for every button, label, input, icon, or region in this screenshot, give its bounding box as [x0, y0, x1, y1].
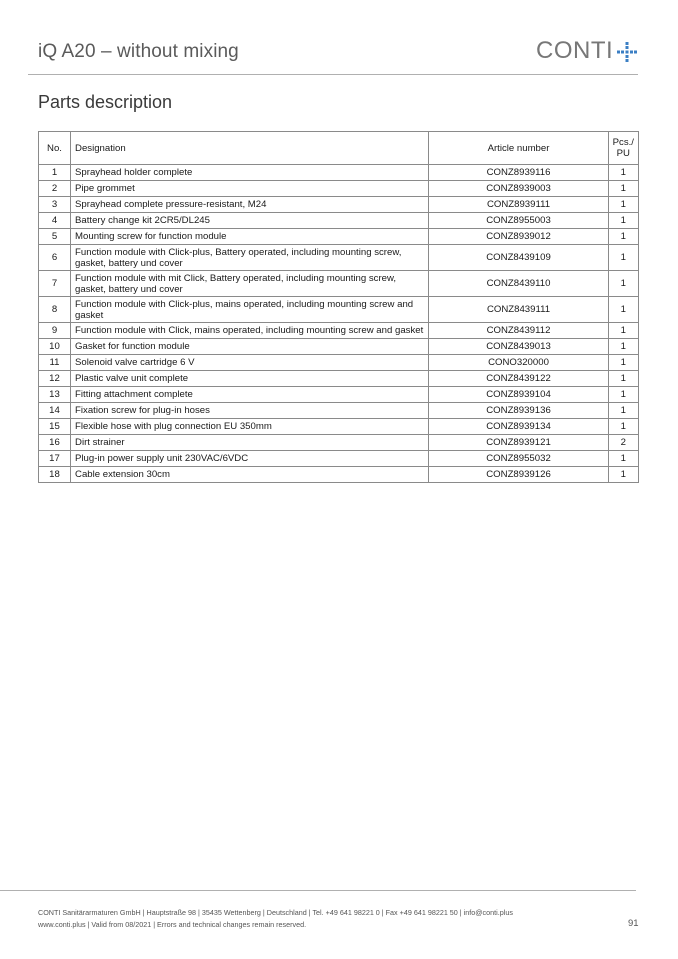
row-number: 13 [39, 387, 71, 403]
table-row [39, 371, 639, 387]
row-designation: Plastic valve unit complete [71, 371, 429, 387]
table-row [39, 419, 639, 435]
row-article-number: CONZ8955003 [429, 213, 608, 229]
row-pcs: 1 [608, 355, 638, 371]
row-pcs: 1 [608, 323, 638, 339]
row-pcs: 1 [608, 297, 638, 323]
row-pcs: 1 [608, 197, 638, 213]
row-designation: Mounting screw for function module [71, 229, 429, 245]
table-row [39, 403, 639, 419]
row-number: 3 [39, 197, 71, 213]
row-designation: Fitting attachment complete [71, 387, 429, 403]
row-pcs: 1 [608, 181, 638, 197]
table-row [39, 355, 639, 371]
row-designation: Cable extension 30cm [71, 467, 429, 483]
row-number: 5 [39, 229, 71, 245]
row-designation: Function module with Click, mains operated, including mounting screw and gasket [71, 323, 429, 339]
row-designation: Fixation screw for plug-in hoses [71, 403, 429, 419]
row-number: 10 [39, 339, 71, 355]
footer-divider [0, 890, 636, 891]
row-pcs: 1 [608, 387, 638, 403]
row-pcs: 1 [608, 371, 638, 387]
row-pcs: 1 [608, 229, 638, 245]
row-pcs: 1 [608, 245, 638, 271]
row-designation: Battery change kit 2CR5/DL245 [71, 213, 429, 229]
row-pcs: 1 [608, 419, 638, 435]
table-row [39, 181, 639, 197]
row-designation: Sprayhead holder complete [71, 165, 429, 181]
row-designation: Sprayhead complete pressure-resistant, M24 [71, 197, 429, 213]
row-article-number: CONZ8939003 [429, 181, 608, 197]
row-article-number: CONZ8439110 [429, 271, 608, 297]
footer-company-info: CONTI Sanitärarmaturen GmbH | Hauptstraße 98 | 35435 Wettenberg | Deutschland | Tel. +49 641 98221 0 | Fax +49 641 98221 50 | info@conti.plus [38, 908, 513, 917]
row-designation: Dirt strainer [71, 435, 429, 451]
table-row [39, 387, 639, 403]
plus-dots-icon [616, 41, 638, 63]
row-article-number: CONZ8939126 [429, 467, 608, 483]
row-article-number: CONZ8939134 [429, 419, 608, 435]
row-pcs: 1 [608, 451, 638, 467]
row-number: 1 [39, 165, 71, 181]
table-row [39, 451, 639, 467]
table-row [39, 213, 639, 229]
row-article-number: CONZ8439109 [429, 245, 608, 271]
table-row [39, 271, 639, 297]
row-pcs: 1 [608, 467, 638, 483]
header-article-number: Article number [429, 132, 608, 165]
row-designation: Pipe grommet [71, 181, 429, 197]
table-row [39, 229, 639, 245]
row-number: 9 [39, 323, 71, 339]
table-header-row [39, 132, 639, 165]
header-pu-label: PU [616, 148, 630, 159]
row-number: 4 [39, 213, 71, 229]
row-designation: Function module with Click-plus, mains operated, including mounting screw and gasket [71, 297, 429, 323]
table-row [39, 245, 639, 271]
header-pcs-label: Pcs./ [612, 137, 634, 148]
logo-wordmark: CONTI [536, 37, 614, 64]
row-article-number: CONZ8939121 [429, 435, 608, 451]
table-row [39, 435, 639, 451]
row-designation: Plug-in power supply unit 230VAC/6VDC [71, 451, 429, 467]
table-row [39, 467, 639, 483]
header-pcs-pu [608, 132, 638, 165]
row-article-number: CONZ8955032 [429, 451, 608, 467]
row-number: 14 [39, 403, 71, 419]
header-designation: Designation [71, 132, 429, 165]
table-row [39, 323, 639, 339]
row-pcs: 1 [608, 339, 638, 355]
row-article-number: CONZ8939111 [429, 197, 608, 213]
row-pcs: 1 [608, 165, 638, 181]
row-article-number: CONZ8439122 [429, 371, 608, 387]
row-designation: Function module with mit Click, Battery operated, including mounting screw, gasket, battery und cover [71, 271, 429, 297]
row-article-number: CONZ8439112 [429, 323, 608, 339]
header-no: No. [39, 132, 71, 165]
row-designation: Function module with Click-plus, Battery operated, including mounting screw, gasket, battery und cover [71, 245, 429, 271]
row-number: 2 [39, 181, 71, 197]
section-title: Parts description [38, 92, 173, 112]
row-article-number: CONZ8939136 [429, 403, 608, 419]
conti-logo [536, 37, 638, 65]
header-divider [28, 74, 638, 75]
table-row [39, 339, 639, 355]
parts-table [38, 131, 639, 483]
row-article-number: CONZ8939012 [429, 229, 608, 245]
row-article-number: CONZ8439111 [429, 297, 608, 323]
table-row [39, 165, 639, 181]
document-title: iQ A20 – without mixing [38, 41, 239, 62]
row-pcs: 1 [608, 213, 638, 229]
page-number: 91 [628, 918, 639, 929]
row-designation: Gasket for function module [71, 339, 429, 355]
row-number: 15 [39, 419, 71, 435]
row-pcs: 2 [608, 435, 638, 451]
row-number: 12 [39, 371, 71, 387]
row-number: 17 [39, 451, 71, 467]
row-article-number: CONO320000 [429, 355, 608, 371]
footer-validity-note: www.conti.plus | Valid from 08/2021 | Errors and technical changes remain reserved. [38, 920, 307, 929]
table-row [39, 297, 639, 323]
row-pcs: 1 [608, 271, 638, 297]
row-designation: Solenoid valve cartridge 6 V [71, 355, 429, 371]
row-designation: Flexible hose with plug connection EU 350mm [71, 419, 429, 435]
row-number: 11 [39, 355, 71, 371]
table-row [39, 197, 639, 213]
row-article-number: CONZ8439013 [429, 339, 608, 355]
row-pcs: 1 [608, 403, 638, 419]
row-number: 6 [39, 245, 71, 271]
row-number: 8 [39, 297, 71, 323]
row-article-number: CONZ8939116 [429, 165, 608, 181]
row-number: 16 [39, 435, 71, 451]
row-article-number: CONZ8939104 [429, 387, 608, 403]
row-number: 18 [39, 467, 71, 483]
row-number: 7 [39, 271, 71, 297]
